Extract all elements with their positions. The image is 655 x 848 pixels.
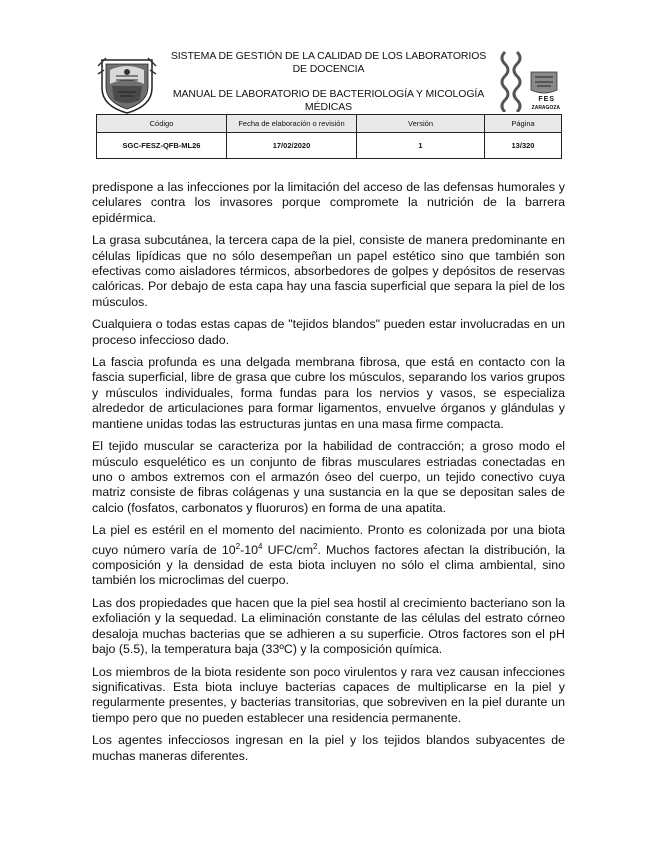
header-cell-code: Código xyxy=(97,115,227,133)
paragraph-7: Las dos propiedades que hacen que la piel sea hostil al crecimiento bacteriano son la exfoliación y la sequedad. La eliminación constante de las células del estrato córneo desaloja muchas bacterias que se adhieren a su superficie. Otros factores son el pH bajo (5.5), la temperatura baja (33ºC) y la composición química. xyxy=(92,595,565,657)
paragraph-3: Cualquiera o todas estas capas de "tejidos blandos" pueden estar involucradas en un proceso infeccioso dado. xyxy=(92,317,565,347)
zaragoza-logo-text: ZARAGOZA xyxy=(531,105,560,111)
paragraph-4: La fascia profunda es una delgada membrana fibrosa, que está en contacto con la fascia superficial, libre de grasa que cubre los músculos, separando los varios grupos y músculos individuales, forma fundas para los nervios y vasos, se especializa alrededor de articulaciones para formar ligamentos, envuelve órganos y glándulas y mantiene unidas todas las estructuras juntas en una masa firme compacta. xyxy=(92,355,565,431)
paragraph-9: Los agentes infecciosos ingresan en la piel y los tejidos blandos subyacentes de muchas maneras diferentes. xyxy=(92,733,565,763)
page-value: 13/320 xyxy=(485,133,562,159)
p6-text-before: La piel es estéril en el momento del nacimiento. Pronto es colonizada por una biota cuyo número varía de 10 xyxy=(92,523,565,557)
fes-logo-text: FES xyxy=(538,96,555,103)
header-cell-version: Versión xyxy=(357,115,485,133)
p6-superscript-1: 2 xyxy=(235,541,241,551)
p6-unit: UFC/cm xyxy=(262,542,314,557)
document-control-table xyxy=(96,114,562,159)
paragraph-1: predispone a las infecciones por la limitación del acceso de las defensas humorales y celulares contra los invasores porque compromete la nutrición de la barrera epidérmica. xyxy=(92,180,565,225)
paragraph-6 xyxy=(92,523,565,589)
paragraph-8: Los miembros de la biota residente son poco virulentos y rara vez causan infecciones significativas. Esta biota incluye bacterias capaces de multiplicarse en la piel y regularmente presentes, y bacterias transitorias, que sobreviven en la piel durante un tiempo pero que no pueden establecer una residencia permanente. xyxy=(92,664,565,725)
paragraph-2: La grasa subcutánea, la tercera capa de la piel, consiste de manera predominante en células lipídicas que no sólo desempeñan un papel estético sino que también son efectivas como aisladores térmicos, absorbedores de golpes y depósitos de reservas calóricas. Por debajo de esta capa hay una fascia superficial que separa la piel de los músculos. xyxy=(92,233,565,309)
p6-superscript-2: 4 xyxy=(258,541,263,551)
paragraph-5: El tejido muscular se caracteriza por la habilidad de contracción; a groso modo el músculo esquelético es un conjunto de fibras musculares estriadas conectadas en uno o ambos extremos con el armazón óseo del cuerpo, un tejido conectivo cuya matriz consiste de fibras colágenas y una sustancia en la que se depositan sales de calcio (fosfatos, carbonatos y fluoruros) en forma de una apatita. xyxy=(92,439,565,515)
p6-text-after: . Muchos factores afectan la distribución, la composición y la densidad de esta biota incluyen no sólo el clima ambiental, sino también los microclimas del cuerpo. xyxy=(92,542,565,588)
system-title: SISTEMA DE GESTIÓN DE LA CALIDAD DE LOS LABORATORIOS DE DOCENCIA xyxy=(170,50,487,75)
header-cell-page: Página xyxy=(485,115,562,133)
header-cell-date: Fecha de elaboración o revisión xyxy=(227,115,357,133)
unam-shield-logo xyxy=(96,54,158,114)
body-text xyxy=(92,180,565,771)
document-header xyxy=(96,50,561,114)
p6-superscript-3: 2 xyxy=(313,541,318,551)
manual-title: MANUAL DE LABORATORIO DE BACTERIOLOGÍA Y MICOLOGÍA MÉDICAS xyxy=(172,88,485,113)
p6-text-mid: -10 xyxy=(240,542,259,557)
date-value: 17/02/2020 xyxy=(227,133,357,159)
version-value: 1 xyxy=(357,133,485,159)
table-header-row xyxy=(97,115,562,133)
code-value: SGC-FESZ-QFB-ML26 xyxy=(97,133,227,159)
table-row xyxy=(97,133,562,159)
fes-zaragoza-logo xyxy=(495,50,561,112)
